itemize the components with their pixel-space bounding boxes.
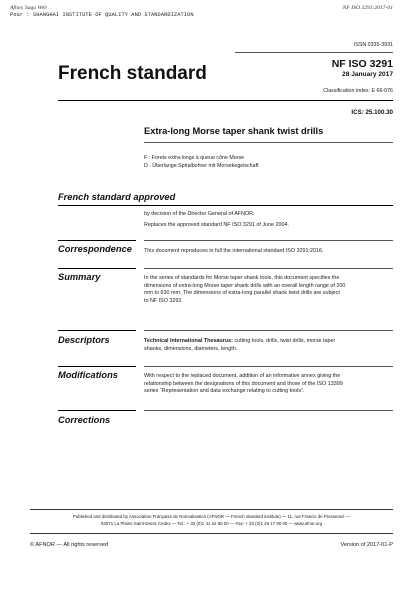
modifications-line-1: With respect to the replaced document, addition of an informative annex giving the	[144, 373, 341, 379]
thesaurus-label: Technical International Thesaurus:	[144, 338, 233, 344]
descriptors-line-2: shanks, dimensions, diameters, length.	[144, 346, 238, 352]
correspondence-section-title: Correspondence	[58, 244, 132, 254]
correspondence-rule-right	[144, 240, 393, 241]
publication-date: 28 January 2017	[342, 71, 393, 78]
publisher-line-2: 93571 La Plaine Saint-Denis Cedex — Tel.: + 33 (0)1 41 62 80 00 — Fax: + 33 (0)1 49 17 90 00 — www.afnor.org	[100, 521, 323, 526]
approved-line-1: by decision of the Director General of AFNOR.	[144, 211, 255, 217]
descriptors-rule-right	[144, 330, 393, 331]
approved-section-title: French standard approved	[58, 192, 176, 202]
copyright: © AFNOR — All rights reserved	[30, 542, 109, 548]
afnor-header-line: Afnor, Saga Web	[10, 5, 47, 11]
summary-section-title: Summary	[58, 272, 101, 282]
approved-rule	[58, 205, 393, 206]
summary-rule-right	[144, 268, 393, 269]
main-title: Extra-long Morse taper shank twist drills	[144, 126, 324, 136]
descriptors-rule	[58, 330, 136, 331]
summary-line-1: In the series of standards for Morse taper shank tools, this document specifies the	[144, 275, 340, 281]
descriptors-section-title: Descriptors	[58, 335, 110, 345]
header-reference: NF ISO 3291:2017-01	[342, 5, 393, 11]
summary-line-2: dimensions of extra-long Morse taper shank drills with an overall length range of 200	[144, 282, 346, 289]
footer-rule-top	[30, 509, 393, 510]
summary-line-4: to NF ISO 3292.	[144, 297, 183, 304]
title-rule	[58, 100, 393, 101]
modifications-line-2: relationship between the designations of this document and those of the ISO 13399	[144, 380, 343, 387]
pour-line: Pour : SHANGHAI INSTITUTE OF QUALITY AND STANDARDIZATION	[10, 12, 194, 18]
german-title: D : Überlange Spiralbohrer mit Morsekegelschaft	[144, 163, 259, 169]
modifications-section-title: Modifications	[58, 370, 118, 380]
corrections-rule	[58, 410, 136, 411]
version: Version of 2017-01-P	[340, 542, 393, 548]
main-title-rule	[144, 142, 393, 143]
classification-index: Classification index: E 66-076	[323, 88, 393, 94]
ics-code: ICS: 25.100.30	[351, 109, 393, 116]
modifications-rule-right	[144, 366, 393, 367]
correspondence-text: This document reproduces in full the international standard ISO 3291:2016.	[144, 248, 324, 254]
issn: ISSN 0335-3931	[353, 42, 393, 48]
summary-line-3: mm to 630 mm. The dimensions of extra-long parallel shank twist drills are subject	[144, 290, 340, 296]
correspondence-rule	[58, 240, 136, 241]
modifications-rule	[58, 366, 136, 367]
corrections-section-title: Corrections	[58, 415, 111, 425]
approved-line-2: Replaces the approved standard NF ISO 3291 of June 2004.	[144, 222, 290, 228]
standard-number: NF ISO 3291	[331, 58, 393, 70]
modifications-line-3: series “Representation and data exchange relating to cutting tools”.	[144, 388, 305, 394]
summary-rule	[58, 268, 136, 269]
publisher-line-1: Published and distributed by Association Française de Normalisation (AFNOR — French standard institute) — 11, rue Francis de Pressensé —	[72, 514, 351, 519]
descriptors-line-1	[144, 338, 335, 345]
footer-rule-bottom	[30, 533, 393, 534]
issn-rule	[235, 52, 393, 53]
french-title: F : Forets extra-longs à queue cône Morse	[144, 155, 245, 161]
doc-type: French standard	[58, 63, 207, 84]
descriptors-keywords-1: cutting tools, drills, twist drills, morse taper	[232, 338, 336, 344]
corrections-rule-right	[144, 410, 393, 411]
